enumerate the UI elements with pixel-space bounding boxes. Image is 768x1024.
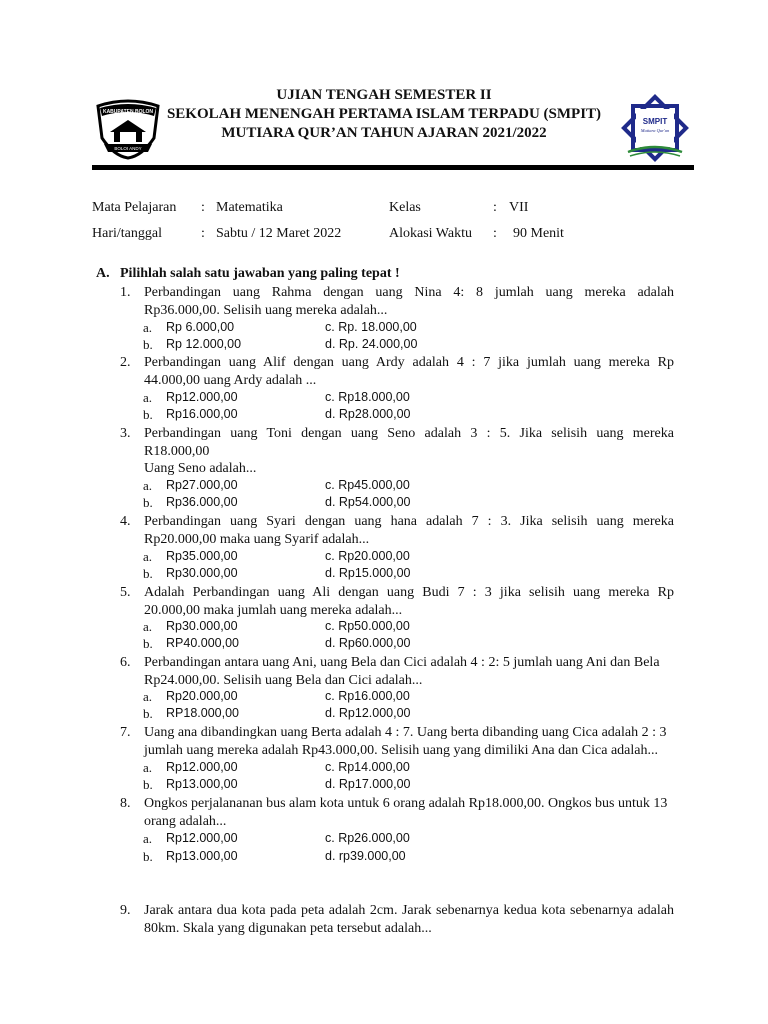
option-d[interactable]: d. Rp60.000,00: [325, 636, 411, 650]
class-value: VII: [509, 200, 529, 215]
option-c[interactable]: c. Rp16.000,00: [325, 689, 410, 703]
question-text: Rp24.000,00. Selisih uang Bela dan Cici adalah...: [144, 672, 423, 688]
question-number: 3.: [120, 426, 131, 441]
question-text: 20.000,00 maka jumlah uang mereka adalah...: [144, 602, 403, 618]
option-d[interactable]: d. Rp54.000,00: [325, 495, 411, 509]
option-letter: b.: [143, 636, 153, 651]
question-text: Uang Seno adalah...: [144, 461, 257, 476]
option-letter: a.: [143, 549, 153, 564]
question-number: 2.: [120, 355, 131, 370]
option-d[interactable]: d. rp39.000,00: [325, 849, 406, 863]
question-number: 4.: [120, 514, 131, 529]
option-letter: b.: [143, 566, 153, 581]
section-letter: A.: [96, 266, 110, 281]
option-b[interactable]: Rp13.000,00: [166, 777, 238, 791]
option-d[interactable]: d. Rp12.000,00: [325, 706, 411, 720]
option-row: [143, 849, 643, 866]
question-text: Perbandingan uang Toni dengan uang Seno adalah 3 : 5. Jika selisih uang mereka: [144, 426, 674, 441]
option-d[interactable]: d. Rp. 24.000,00: [325, 337, 418, 351]
option-row: [143, 320, 643, 337]
question-number: 6.: [120, 655, 131, 670]
time-label: Alokasi Waktu: [389, 226, 472, 241]
option-a[interactable]: Rp12.000,00: [166, 390, 238, 404]
option-a[interactable]: Rp30.000,00: [166, 619, 238, 633]
question-text: Uang ana dibandingkan uang Berta adalah 4 : 7. Uang berta dibanding uang Cica adalah 2 : 3: [144, 725, 667, 740]
option-row: [143, 549, 643, 566]
option-row: [143, 760, 643, 777]
right-logo-text: SMPIT: [642, 117, 668, 126]
class-label: Kelas: [389, 200, 421, 215]
date-label: Hari/tanggal: [92, 226, 162, 241]
option-a[interactable]: Rp12.000,00: [166, 760, 238, 774]
option-d[interactable]: d. Rp17.000,00: [325, 777, 411, 791]
colon: :: [493, 200, 497, 215]
option-row: [143, 337, 643, 354]
question-text: R18.000,00: [144, 443, 210, 459]
left-logo-bottom-text: BOLOI ANDY: [114, 146, 142, 151]
colon: :: [493, 226, 497, 241]
info-row-subject: [92, 200, 692, 220]
option-a[interactable]: Rp 6.000,00: [166, 320, 235, 334]
option-letter: b.: [143, 849, 153, 864]
option-letter: a.: [143, 478, 153, 493]
question-text: Ongkos perjalananan bus alam kota untuk 6 orang adalah Rp18.000,00. Ongkos bus untuk 13: [144, 796, 668, 811]
option-letter: a.: [143, 831, 153, 846]
question-number: 5.: [120, 585, 131, 600]
option-row: [143, 636, 643, 653]
option-row: [143, 706, 643, 723]
smpit-logo: [620, 92, 690, 164]
time-value: 90 Menit: [513, 226, 564, 241]
info-row-date: [92, 226, 692, 246]
question-text: Adalah Perbandingan uang Ali dengan uang Budi 7 : 3 jika selisih uang mereka Rp: [144, 585, 674, 600]
option-c[interactable]: c. Rp20.000,00: [325, 549, 410, 563]
question-text: Perbandingan uang Alif dengan uang Ardy adalah 4 : 7 jika jumlah uang mereka Rp: [144, 355, 674, 370]
option-letter: b.: [143, 337, 153, 352]
option-row: [143, 777, 643, 794]
option-a[interactable]: Rp35.000,00: [166, 549, 238, 563]
question-text: Perbandingan uang Syari dengan uang hana adalah 7 : 3. Jika selisih uang mereka: [144, 514, 674, 529]
option-letter: b.: [143, 495, 153, 510]
right-logo-subtext: Mutiara Qur'an: [640, 128, 670, 133]
header-divider: [92, 165, 694, 170]
question-number: 8.: [120, 796, 131, 811]
option-row: [143, 619, 643, 636]
option-letter: b.: [143, 407, 153, 422]
question-number: 1.: [120, 285, 131, 300]
colon: :: [201, 226, 205, 241]
option-row: [143, 566, 643, 583]
option-a[interactable]: Rp12.000,00: [166, 831, 238, 845]
date-value: Sabtu / 12 Maret 2022: [216, 226, 342, 241]
option-c[interactable]: c. Rp. 18.000,00: [325, 320, 417, 334]
option-c[interactable]: c. Rp14.000,00: [325, 760, 410, 774]
option-row: [143, 831, 643, 848]
question-text: Rp36.000,00. Selisih uang mereka adalah...: [144, 302, 388, 318]
option-letter: a.: [143, 619, 153, 634]
option-c[interactable]: c. Rp45.000,00: [325, 478, 410, 492]
header-line-1: UJIAN TENGAH SEMESTER II: [276, 87, 492, 103]
option-letter: b.: [143, 777, 153, 792]
subject-label: Mata Pelajaran: [92, 200, 177, 215]
left-logo-top-text: KABUPATEN BOLON: [102, 109, 154, 115]
option-letter: a.: [143, 320, 153, 335]
exam-header: [150, 86, 618, 143]
question-text: 80km. Skala yang digunakan peta tersebut adalah...: [144, 920, 432, 936]
option-letter: a.: [143, 760, 153, 775]
option-letter: a.: [143, 689, 153, 704]
option-b[interactable]: Rp16.000,00: [166, 407, 238, 421]
option-c[interactable]: c. Rp18.000,00: [325, 390, 410, 404]
header-line-2: SEKOLAH MENENGAH PERTAMA ISLAM TERPADU (SMPIT): [166, 106, 602, 122]
question-text: orang adalah...: [144, 813, 227, 829]
question-text: 44.000,00 uang Ardy adalah ...: [144, 372, 317, 388]
option-b[interactable]: Rp13.000,00: [166, 849, 238, 863]
option-a[interactable]: Rp20.000,00: [166, 689, 238, 703]
question-text: Perbandingan uang Rahma dengan uang Nina 4: 8 jumlah uang mereka adalah: [144, 285, 674, 300]
option-c[interactable]: c. Rp50.000,00: [325, 619, 410, 633]
option-row: [143, 407, 643, 424]
option-c[interactable]: c. Rp26.000,00: [325, 831, 410, 845]
option-letter: b.: [143, 706, 153, 721]
header-line-3: MUTIARA QUR’AN TAHUN AJARAN 2021/2022: [221, 125, 547, 141]
option-row: [143, 495, 643, 512]
option-d[interactable]: d. Rp15.000,00: [325, 566, 411, 580]
option-row: [143, 478, 643, 495]
option-a[interactable]: Rp27.000,00: [166, 478, 238, 492]
section-instruction: Pilihlah salah satu jawaban yang paling tepat !: [120, 266, 400, 281]
question-number: 7.: [120, 725, 131, 740]
question-text: Rp20.000,00 maka uang Syarif adalah...: [144, 531, 370, 547]
question-text: jumlah uang mereka adalah Rp43.000,00. Selisih uang yang dimiliki Ana dan Cica adalah...: [144, 742, 658, 758]
option-row: [143, 390, 643, 407]
option-b[interactable]: RP18.000,00: [166, 706, 239, 720]
question-text: Jarak antara dua kota pada peta adalah 2cm. Jarak sebenarnya kedua kota sebenarnya adalah: [144, 903, 674, 918]
option-b[interactable]: RP40.000,00: [166, 636, 239, 650]
colon: :: [201, 200, 205, 215]
option-b[interactable]: Rp30.000,00: [166, 566, 238, 580]
option-d[interactable]: d. Rp28.000,00: [325, 407, 411, 421]
question-number: 9.: [120, 903, 131, 918]
question-text: Perbandingan antara uang Ani, uang Bela dan Cici adalah 4 : 2: 5 jumlah uang Ani dan Bela: [144, 655, 660, 670]
option-b[interactable]: Rp 12.000,00: [166, 337, 242, 351]
option-b[interactable]: Rp36.000,00: [166, 495, 238, 509]
subject-value: Matematika: [216, 200, 283, 215]
option-letter: a.: [143, 390, 153, 405]
option-row: [143, 689, 643, 706]
